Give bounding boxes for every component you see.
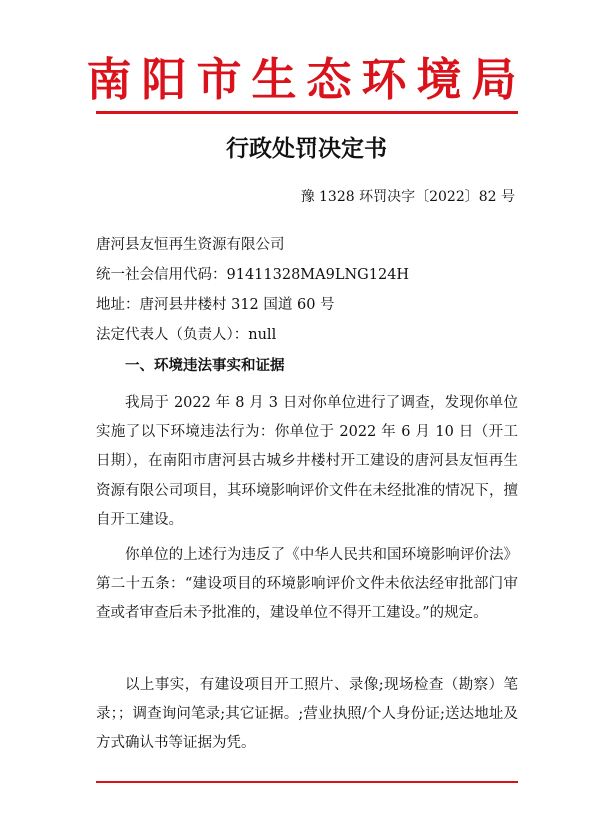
footer-red-rule: [96, 781, 518, 783]
evidence-paragraph: 以上事实，有建设项目开工照片、录像;现场检查（勘察）笔录；；调查询问笔录;其它证据。;营业执照/个人身份证;送达地址及方式确认书等证据为凭。: [96, 677, 518, 752]
party-representative: 法定代表人（负责人）：null: [96, 327, 277, 343]
header-red-rule: [96, 111, 518, 114]
document-number: 豫 1328 环罚决字〔2022〕82 号: [300, 189, 515, 205]
section-heading: 一、环境违法事实和证据: [125, 358, 285, 374]
party-company: 唐河县友恒再生资源有限公司: [96, 237, 285, 253]
facts-paragraph: 我局于 2022 年 8 月 3 日对你单位进行了调查，发现你单位实施了以下环境违法行为：你单位于 2022 年 6 月 10 日（开工日期），在南阳市唐河县古城乡井楼村开工建设的唐河县友恒再生资源有限公司项目，其环境影响评价文件在未经批准的情况下，擅自开工建设。: [96, 395, 518, 528]
party-address: 地址：唐河县井楼村 312 国道 60 号: [96, 297, 335, 313]
party-credit-code: 统一社会信用代码：91411328MA9LNG124H: [96, 267, 410, 283]
agency-header: 南阳市生态环境局: [86, 53, 527, 106]
document-title: 行政处罚决定书: [226, 135, 387, 162]
violation-paragraph: 你单位的上述行为违反了《中华人民共和国环境影响评价法》第二十五条：“建设项目的环境影响评价文件未依法经审批部门审查或者审查后未予批准的，建设单位不得开工建设。”的规定。: [96, 547, 518, 622]
